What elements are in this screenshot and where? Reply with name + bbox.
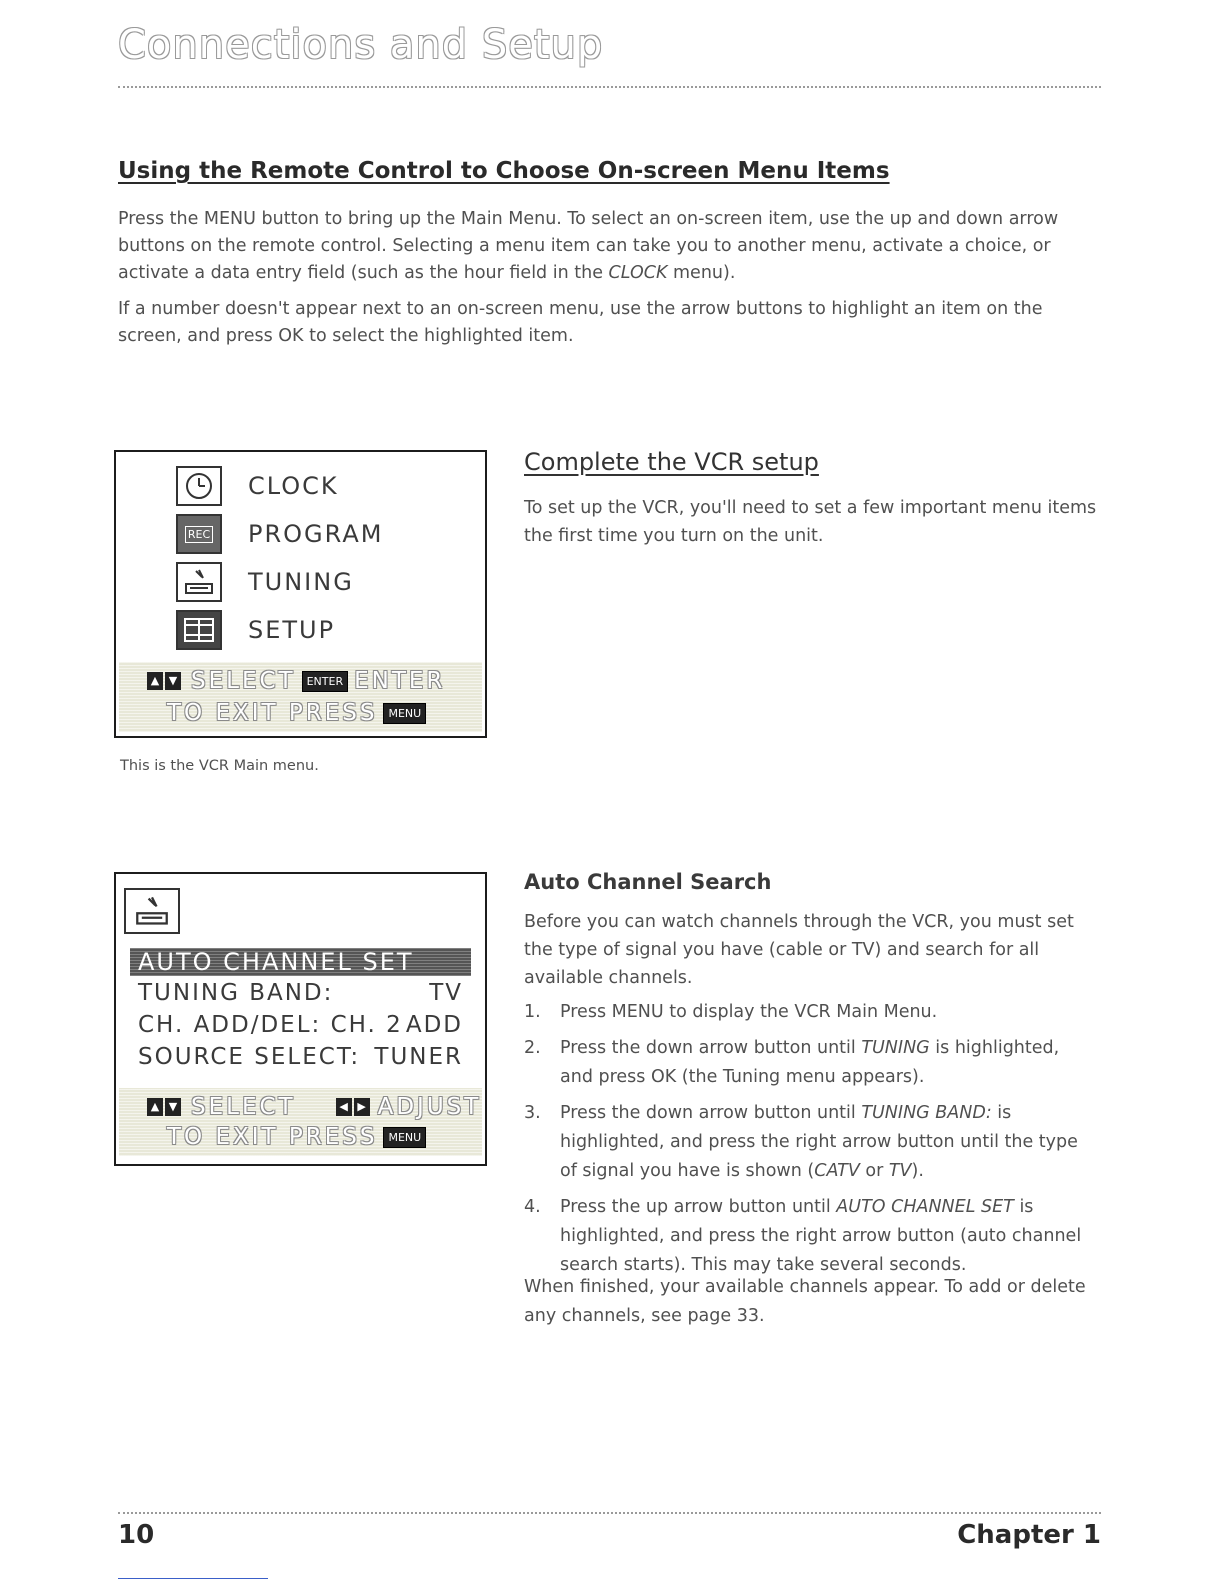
complete-setup-heading: Complete the VCR setup (524, 448, 819, 476)
page-number: 10 (118, 1520, 155, 1550)
clock-icon (176, 466, 222, 506)
left-arrow-icon: ◀ (336, 1098, 352, 1116)
menu-item-tuning (176, 562, 354, 602)
menu-label-setup: SETUP (248, 616, 336, 644)
step-4: 4. Press the up arrow button until AUTO CHANNEL SET is highlighted, and press the right arrow button (auto channel search starts). This may take several seconds. (524, 1197, 1082, 1275)
step-1: 1. Press MENU to display the VCR Main Menu. (524, 1002, 938, 1022)
menu-label-clock: CLOCK (248, 472, 339, 500)
hint-select-line: ▲ ▼ SELECT ENTER ENTER (147, 668, 445, 694)
enter-key-icon: ENTER (302, 671, 349, 692)
down-arrow-icon: ▼ (165, 1098, 181, 1116)
auto-channel-set-highlight: AUTO CHANNEL SET (130, 948, 471, 976)
right-arrow-icon: ▶ (354, 1098, 370, 1116)
menu-key-icon: MENU (383, 703, 426, 724)
tuning-antenna-icon (124, 888, 180, 934)
auto-channel-search-intro: Before you can watch channels through the VCR, you must set the type of signal you have (cable or TV) and search for all available channels. (524, 912, 1074, 988)
tuning-hint-band (119, 1088, 482, 1156)
channel-add-del-row: CH. ADD/DEL: CH. 2 ADD (138, 1012, 463, 1038)
setup-film-icon (176, 610, 222, 650)
menu-label-program: PROGRAM (248, 520, 384, 548)
source-select-row: SOURCE SELECT: TUNER (138, 1044, 463, 1070)
menu-label-tuning: TUNING (248, 568, 354, 596)
tuning-band-row: TUNING BAND: TV (138, 980, 463, 1006)
intro-paragraph-2: If a number doesn't appear next to an on-screen menu, use the arrow buttons to highlight an item on the screen, and press OK to select the highlighted item. (118, 299, 1043, 346)
header-divider (118, 86, 1101, 88)
hint-exit-line: TO EXIT PRESS MENU (167, 700, 432, 726)
auto-channel-search-outro: When finished, your available channels appear. To add or delete any channels, see page 33. (524, 1277, 1086, 1326)
page-header-title: Connections and Setup (118, 22, 604, 68)
menu-item-clock (176, 466, 339, 506)
section-heading: Using the Remote Control to Choose On-screen Menu Items (118, 158, 890, 184)
intro-paragraph-1: Press the MENU button to bring up the Main Menu. To select an on-screen item, use the up and down arrow buttons on the remote control. Selecting a menu item can take you to another menu, activate a choice, or activate a data entry field (such as the hour field in the CLOCK menu). (118, 209, 1059, 283)
down-arrow-icon: ▼ (165, 672, 181, 690)
footer-divider (118, 1512, 1101, 1514)
hint-select-adjust-line: ▲ ▼ SELECT ◀ ▶ ADJUST (147, 1094, 481, 1120)
menu-item-setup (176, 610, 335, 650)
chapter-label: Chapter 1 (957, 1520, 1101, 1550)
step-2: 2. Press the down arrow button until TUNING is highlighted, and press OK (the Tuning menu appears). (524, 1038, 1060, 1087)
program-rec-icon: REC (176, 514, 222, 554)
setup-steps-list (524, 998, 1094, 1287)
up-arrow-icon: ▲ (147, 1098, 163, 1116)
main-menu-caption: This is the VCR Main menu. (120, 758, 319, 774)
complete-setup-text: To set up the VCR, you'll need to set a few important menu items the first time you turn on the unit. (524, 498, 1097, 546)
step-3: 3. Press the down arrow button until TUNING BAND: is highlighted, and press the right arrow button until the type of signal you have is shown (CATV or TV). (524, 1103, 1078, 1181)
menu-item-program (176, 514, 383, 554)
hint-exit-line: TO EXIT PRESS MENU (167, 1124, 432, 1150)
tuning-menu-screen (114, 872, 487, 1166)
auto-channel-search-heading: Auto Channel Search (524, 870, 772, 894)
vcr-main-menu-screen (114, 450, 487, 738)
bottom-blue-rule (118, 1578, 268, 1579)
menu-hint-band (119, 662, 482, 732)
menu-key-icon: MENU (383, 1127, 426, 1148)
up-arrow-icon: ▲ (147, 672, 163, 690)
tuning-antenna-icon (176, 562, 222, 602)
